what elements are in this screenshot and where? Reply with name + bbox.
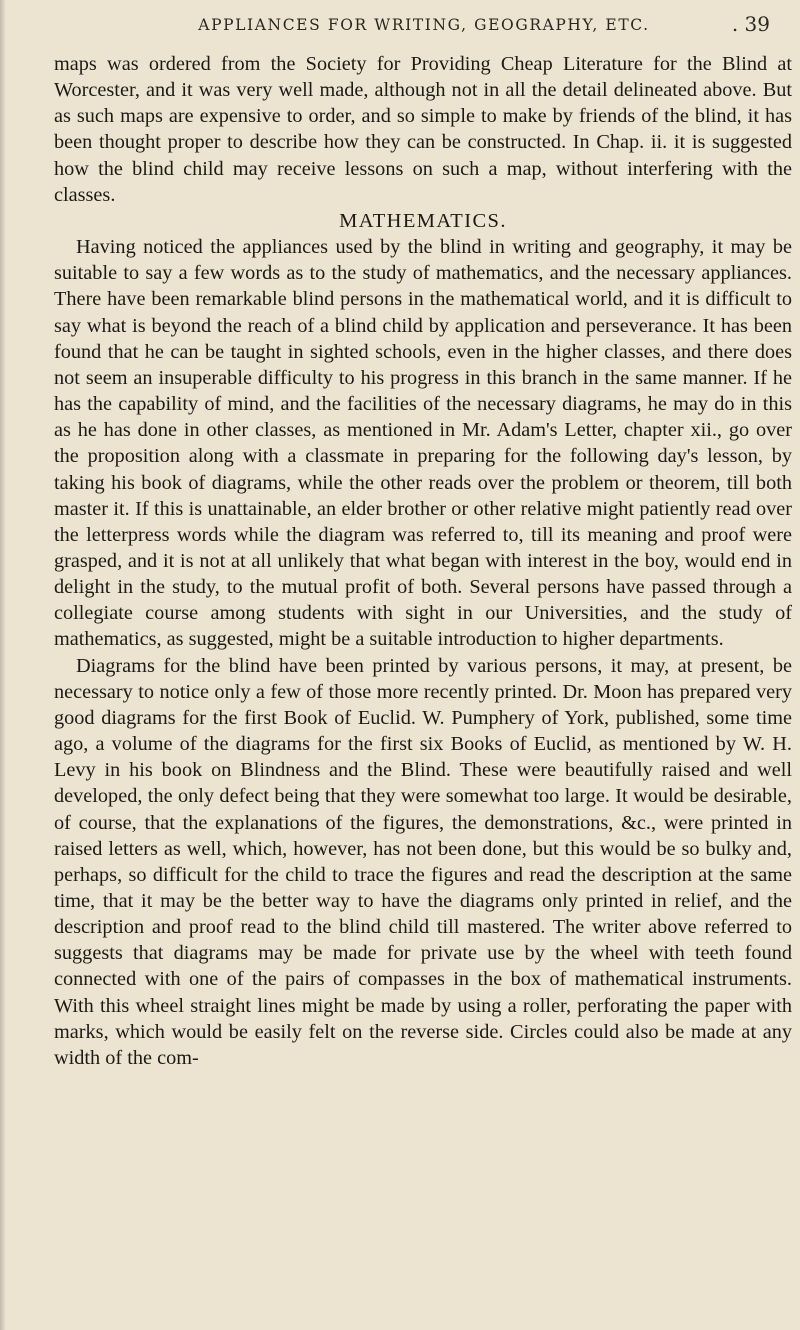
paragraph-diagrams: Diagrams for the blind have been printed by various persons, it may, at present, be necessary to notice only a few of those more recently printed. Dr. Moon has prepared very good diagrams for the first Book of Euclid. W. Pumphery of York, published, some time ago, a volume of the diagrams for the first six Books of Euclid, as mentioned by W. H. Levy in his book on Blindness and the Blind. These were beautifully raised and well developed, the only defect being that they were somewhat too large. It would be desirable, of course, that the explanations of the figures, the demonstrations, &c., were printed in raised letters as well, which, however, has not been done, but this would be so bulky and, perhaps, so difficult for the child to trace the figures and read the description at the same time, that it may be the better way to have the diagrams only printed in relief, and the description and proof read to the blind child till mastered. The writer above referred to suggests that diagrams may be made for private use by the wheel with teeth found connected with one of the pairs of compasses in the box of mathematical instruments. With this wheel straight lines might be made by using a roller, perforating the paper with marks, which would be easily felt on the reverse side. Circles could also be made at any width of the com- [54,654,792,1069]
page-number: . 39 [731,12,770,36]
section-heading-mathematics: MATHEMATICS. [339,209,507,232]
running-title: APPLIANCES FOR WRITING, GEOGRAPHY, ETC. [198,16,650,34]
running-head [54,10,778,40]
paragraph-appliances: Having noticed the appliances used by the blind in writing and geography, it may be suitable to say a few words as to the study of mathematics, and the necessary appliances. There have been remarkable blind persons in the mathematical world, and it is difficult to say what is beyond the reach of a blind child by application and perseverance. It has been found that he can be taught in sighted schools, even in the higher classes, and there does not seem an insuperable difficulty to his progress in this branch in the same manner. If he has the capability of mind, and the facilities of the necessary diagrams, he may do in this as he has done in other classes, as mentioned in Mr. Adam's Letter, chapter xii., go over the proposition along with a classmate in preparing for the following day's lesson, by taking his book of diagrams, while the other reads over the problem or theorem, till both master it. If this is unattainable, an elder brother or other relative might patiently read over the letterpress words while the diagram was referred to, till its meaning and proof were grasped, and it is not at all unlikely that what began with interest in the boy, would end in delight in the study, to the mutual profit of both. Several persons have passed through a collegiate course among students with sight in our Universities, and the study of mathematics, as suggested, might be a suitable introduction to higher departments. [54,236,792,651]
paragraph-maps: maps was ordered from the Society for Providing Cheap Literature for the Blind at Worcester, and it was very well made, although not in all the detail delineated above. But as such maps are expensive to order, and so simple to make by friends of the blind, it has been thought proper to describe how they can be constructed. In Chap. ii. it is suggested how the blind child may receive lessons on such a map, without interfering with the classes. [54,53,792,206]
page-edge-shadow [0,0,6,1330]
body-text [54,51,792,1071]
